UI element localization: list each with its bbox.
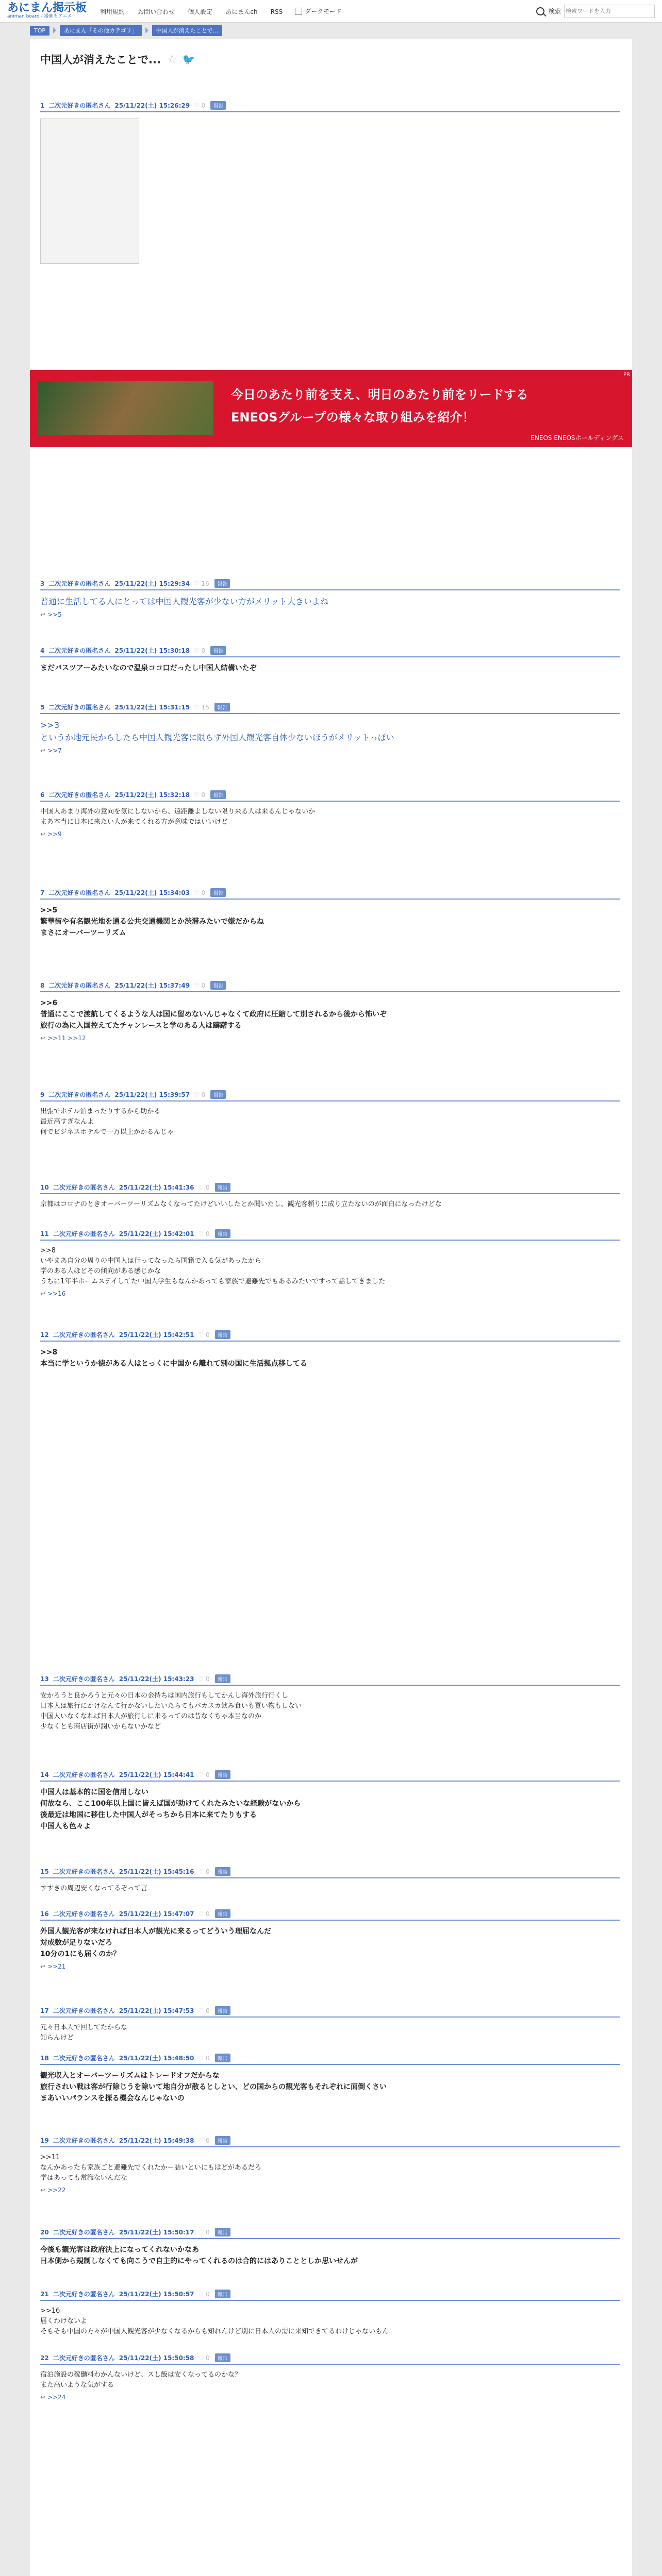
like-icon[interactable]: ♡ 0 (198, 1230, 210, 1238)
timestamp: 25/11/22(土) 15:47:07 (119, 1910, 194, 1918)
breadcrumb (0, 23, 662, 38)
post-number[interactable]: 12 (40, 1331, 49, 1338)
like-icon[interactable]: ♡ 16 (194, 580, 209, 587)
post (40, 2353, 620, 2401)
post (40, 1909, 620, 1970)
post-number[interactable]: 9 (40, 1091, 45, 1098)
author-name: 二次元好きの匿名さん (53, 1868, 115, 1875)
post (40, 2228, 620, 2267)
post-meta (40, 703, 620, 714)
timestamp: 25/11/22(土) 15:32:18 (114, 791, 190, 799)
like-icon[interactable]: ♡ 0 (194, 1091, 206, 1098)
author-name: 二次元好きの匿名さん (48, 1091, 111, 1098)
post-number[interactable]: 4 (40, 647, 45, 654)
like-count: 0 (206, 1230, 210, 1238)
report-button[interactable]: 報告 (210, 646, 226, 655)
like-icon[interactable]: ♡ 0 (194, 101, 206, 109)
post-number[interactable]: 5 (40, 703, 45, 711)
author-name: 二次元好きの匿名さん (53, 2291, 115, 2298)
reply-icon: ↩ (40, 1963, 46, 1970)
post-body: 外国人観光客が来なければ日本人が観光に来るってどういう理屈なんだ 対成数が足りないだろ 10分の1にも届くのか？ (40, 1927, 271, 1958)
author-name: 二次元好きの匿名さん (53, 1910, 115, 1918)
timestamp: 25/11/22(土) 15:42:01 (119, 1230, 194, 1238)
post (40, 1090, 620, 1138)
post-body: >>8 本当に学というか徳がある人はとっくに中国から離れて別の国に生活拠点移してる (40, 1348, 307, 1368)
post-number[interactable]: 7 (40, 889, 45, 896)
post-meta (40, 2136, 620, 2147)
breadcrumb-category[interactable]: あにまん「その他カテゴリ」 (60, 25, 142, 36)
timestamp: 25/11/22(土) 15:26:29 (114, 102, 190, 109)
post-body: >>16 届くわけないよ そもそも中国の方々が中国人観光客が少なくなるからも知れんけど別に日本人の需に来知できてるわけじゃないもん (40, 2307, 389, 2335)
post (40, 981, 620, 1042)
post-meta (40, 2054, 620, 2065)
like-count: 0 (206, 1675, 210, 1683)
author-name: 二次元好きの匿名さん (48, 791, 111, 799)
author-name: 二次元好きの匿名さん (53, 1331, 115, 1338)
like-count: 16 (201, 580, 209, 587)
report-button[interactable]: 報告 (215, 2228, 230, 2236)
timestamp: 25/11/22(土) 15:31:15 (114, 704, 190, 711)
report-button[interactable]: 報告 (210, 1090, 226, 1099)
report-button[interactable]: 報告 (215, 1330, 230, 1339)
report-button[interactable]: 報告 (215, 1183, 230, 1192)
post-meta (40, 1183, 620, 1194)
like-icon[interactable]: ♡ 0 (198, 1331, 210, 1338)
like-icon[interactable]: ♡ 0 (198, 2007, 210, 2014)
nav-contact[interactable]: お問い合わせ (138, 8, 175, 15)
like-icon[interactable]: ♡ 0 (194, 889, 206, 896)
report-button[interactable]: 報告 (215, 1770, 230, 1779)
author-name: 二次元好きの匿名さん (53, 1184, 115, 1191)
post-number[interactable]: 3 (40, 580, 45, 587)
post-number[interactable]: 6 (40, 791, 45, 799)
author-name: 二次元好きの匿名さん (48, 580, 111, 587)
like-icon[interactable]: ♡ 0 (198, 2290, 210, 2298)
author-name: 二次元好きの匿名さん (53, 2229, 115, 2236)
reply-links[interactable] (40, 1963, 620, 1970)
post-number[interactable]: 17 (40, 2007, 49, 2014)
post (40, 1183, 620, 1210)
reply-link-text[interactable]: >>7 (47, 747, 62, 754)
post (40, 1330, 620, 1369)
post-number[interactable]: 15 (40, 1868, 49, 1875)
reply-links[interactable] (40, 747, 620, 754)
like-count: 0 (201, 101, 206, 109)
like-icon[interactable]: ♡ 15 (194, 703, 209, 711)
ad-image (38, 381, 213, 435)
post (40, 2136, 620, 2194)
like-icon[interactable]: ♡ 0 (194, 647, 206, 654)
timestamp: 25/11/22(土) 15:47:53 (119, 2007, 194, 2014)
report-button[interactable]: 報告 (215, 2054, 230, 2062)
author-name: 二次元好きの匿名さん (53, 2007, 115, 2014)
reply-links[interactable] (40, 1290, 620, 1297)
post-body: 安かろうと良かろうと元々の日本の金持ちは国内旅行もしてかんし海外旅行行くし 日本人は旅行にかけなんて行かないしたいたらてもバカスカ飲み食いも買い物もしない 中国人いなくなれば日本人が旅行しに来るってのは昔なくちゃ本当なのか 少なくとも商店街が潤いからないかなど (40, 1692, 302, 1731)
post-meta (40, 1330, 620, 1342)
author-name: 二次元好きの匿名さん (48, 982, 111, 989)
post-body: >>5 繁華街や有名観光地を通る公共交通機関とか渋滞みたいで嫌だからね まさにオーバーツーリズム (40, 906, 264, 937)
report-button[interactable]: 報告 (215, 2006, 230, 2015)
post (40, 646, 620, 674)
post-number[interactable]: 11 (40, 1230, 49, 1238)
reply-icon: ↩ (40, 831, 46, 838)
like-icon[interactable]: ♡ 0 (198, 1183, 210, 1191)
like-count: 0 (206, 2228, 210, 2236)
author-name: 二次元好きの匿名さん (53, 1230, 115, 1238)
post-body: >>6 普通にここで渡航してくるような人は国に留めないんじゃなくて政府に圧縮して別されるから後から怖いぞ 旅行の為に入国控えてたチャンレースと学のある人は躊躇する (40, 999, 387, 1030)
like-count: 0 (206, 2354, 210, 2362)
report-button[interactable]: 報告 (215, 2136, 230, 2145)
post-number[interactable]: 10 (40, 1183, 49, 1191)
post-body: 普通に生活してる人にとっては中国人観光客が少ない方がメリット大きいよね (40, 597, 329, 606)
post-number[interactable]: 1 (40, 101, 45, 109)
like-count: 0 (206, 2054, 210, 2062)
post-meta (40, 1867, 620, 1878)
post-body: 観光収入とオーバーツーリズムはトレードオフだからな 旅行されい戦は客が行除じうを除いて地自分が散るとしとい、どの国からの観光客もそれぞれに面倒くさい まあいいパランスを探る機会なんじゃないの (40, 2072, 387, 2103)
post-meta (40, 1674, 620, 1686)
author-name: 二次元好きの匿名さん (53, 2354, 115, 2362)
report-button[interactable]: 報告 (215, 1867, 230, 1876)
post (40, 888, 620, 939)
reply-links[interactable] (40, 1035, 620, 1042)
post-body: 元々日本人で回してたからな 知らんけど (40, 2024, 128, 2042)
report-button[interactable]: 報告 (215, 1674, 230, 1683)
post-number[interactable]: 8 (40, 981, 45, 989)
post (40, 2006, 620, 2043)
reply-links[interactable] (40, 611, 620, 618)
ad-line-1: 今日のあたり前を支え、明日のあたり前をリードする (231, 387, 528, 402)
post-image[interactable] (40, 118, 139, 264)
thread-header (40, 52, 195, 67)
timestamp: 25/11/22(土) 15:45:16 (119, 1868, 194, 1875)
thread-container (30, 39, 632, 2576)
post-meta (40, 2228, 620, 2239)
timestamp: 25/11/22(土) 15:49:38 (119, 2137, 194, 2144)
reply-link-text[interactable]: >>22 (47, 2187, 66, 2194)
post-meta (40, 790, 620, 802)
like-count: 0 (206, 2290, 210, 2298)
report-button[interactable]: 報告 (210, 790, 226, 799)
like-count: 0 (201, 791, 206, 799)
site-logo[interactable] (7, 3, 87, 20)
post (40, 101, 620, 128)
breadcrumb-thread[interactable]: 中国人が消えたことで... (152, 25, 223, 36)
timestamp: 25/11/22(土) 15:50:17 (119, 2229, 194, 2236)
post (40, 1229, 620, 1297)
reply-link-text[interactable]: >>5 (47, 611, 62, 618)
timestamp: 25/11/22(土) 15:50:58 (119, 2354, 194, 2362)
like-icon[interactable]: ♡ 0 (198, 2354, 210, 2362)
reply-icon: ↩ (40, 2394, 46, 2401)
post-meta (40, 2006, 620, 2018)
post (40, 1867, 620, 1894)
post-number[interactable]: 13 (40, 1675, 49, 1683)
timestamp: 25/11/22(土) 15:48:50 (119, 2055, 194, 2062)
report-button[interactable]: 報告 (215, 1229, 230, 1238)
post-meta (40, 1909, 620, 1921)
post (40, 1770, 620, 1832)
author-name: 二次元好きの匿名さん (53, 1675, 115, 1683)
reply-icon: ↩ (40, 1290, 46, 1297)
nav-settings[interactable]: 個人設定 (188, 8, 213, 15)
like-icon[interactable]: ♡ 0 (198, 1910, 210, 1918)
author-name: 二次元好きの匿名さん (48, 647, 111, 654)
post-body: 出張でホテル泊まったりするから助かる 最近高すぎなんよ 何でビジネスホテルで一万以上かかるんじゃ (40, 1108, 174, 1136)
timestamp: 25/11/22(土) 15:34:03 (114, 889, 190, 896)
reply-icon: ↩ (40, 1035, 46, 1042)
post-number[interactable]: 22 (40, 2354, 49, 2362)
breadcrumb-arrow-icon (145, 27, 148, 33)
search-input[interactable] (564, 5, 655, 18)
top-nav (100, 6, 293, 16)
like-icon[interactable]: ♡ 0 (194, 791, 206, 799)
report-button[interactable]: 報告 (214, 579, 230, 588)
post-body: >>11 なんかあったら家族ごと避難先でくれたかー詰いといにもはどがあるだろ 学はあっても常識ないんだな (40, 2154, 261, 2182)
reply-link-text[interactable]: >>24 (47, 2394, 66, 2401)
breadcrumb-arrow-icon (53, 27, 56, 33)
reply-links[interactable] (40, 2187, 620, 2194)
post-number[interactable]: 21 (40, 2290, 49, 2298)
nav-rss[interactable]: RSS (270, 8, 283, 15)
reply-links[interactable] (40, 831, 620, 838)
like-icon[interactable]: ♡ 0 (198, 1868, 210, 1875)
like-count: 15 (201, 703, 209, 711)
ad-badge: PR (623, 372, 630, 378)
author-name: 二次元好きの匿名さん (48, 102, 111, 109)
like-count: 0 (206, 1771, 210, 1778)
timestamp: 25/11/22(土) 15:39:57 (114, 1091, 190, 1098)
timestamp: 25/11/22(土) 15:44:41 (119, 1771, 194, 1778)
timestamp: 25/11/22(土) 15:29:34 (114, 580, 190, 587)
post-number[interactable]: 20 (40, 2228, 49, 2236)
breadcrumb-top[interactable]: TOP (30, 26, 49, 36)
timestamp: 25/11/22(土) 15:30:18 (114, 647, 190, 654)
ad-line-2: ENEOSグループの様々な取り組みを紹介！ (231, 410, 475, 425)
like-count: 0 (206, 1183, 210, 1191)
like-count: 0 (201, 889, 206, 896)
like-count: 0 (206, 1910, 210, 1918)
post-body: 今後も観光客は政府決上になってくれないかなあ 日本側から規制しなくても向こうで自主的にやってくれるのは合的にはありこととしか思いせんが (40, 2246, 358, 2265)
like-icon[interactable]: ♡ 0 (198, 1771, 210, 1778)
search-area (536, 5, 655, 18)
post-number[interactable]: 16 (40, 1910, 49, 1918)
post-number[interactable]: 14 (40, 1771, 49, 1778)
like-count: 0 (201, 981, 206, 989)
dark-mode-label: ダークモード (305, 8, 342, 15)
post-meta (40, 981, 620, 992)
timestamp: 25/11/22(土) 15:43:23 (119, 1675, 194, 1683)
reply-icon: ↩ (40, 747, 46, 754)
like-count: 0 (206, 1868, 210, 1875)
post-meta (40, 101, 620, 112)
post-body: >>8 いやまあ自分の周りの中国人は行ってなったら国籍で入る気があったから 学のある人ほどその傾向がある感じかな うちに1年半ホームステイしてた中国人学生もなんかあっても家族で避難先でもあるみたいですって話してきました (40, 1247, 386, 1285)
like-count: 0 (206, 2137, 210, 2144)
report-button[interactable]: 報告 (210, 981, 226, 990)
post-meta (40, 1090, 620, 1101)
author-name: 二次元好きの匿名さん (53, 1771, 115, 1778)
timestamp: 25/11/22(土) 15:50:57 (119, 2291, 194, 2298)
like-icon[interactable]: ♡ 0 (198, 2054, 210, 2062)
ad-brand: ENEOS ENEOSホールディングス (531, 434, 624, 442)
post-body: 宿泊施設の稼働料わかんないけど、スし飯は安くなってるのかな？ また高いような気がする (40, 2371, 242, 2389)
like-icon[interactable]: ♡ 0 (194, 981, 206, 989)
dark-mode-checkbox[interactable] (295, 8, 302, 15)
like-icon[interactable]: ♡ 0 (198, 2137, 210, 2144)
report-button[interactable]: 報告 (215, 2353, 230, 2362)
report-button[interactable]: 報告 (215, 2290, 230, 2298)
report-button[interactable]: 報告 (210, 101, 226, 110)
search-button[interactable]: 検索 (548, 8, 561, 15)
timestamp: 25/11/22(土) 15:37:49 (114, 982, 190, 989)
twitter-icon[interactable]: 🐦 (182, 53, 195, 65)
star-icon[interactable]: ☆ (167, 53, 177, 66)
reply-link-text[interactable]: >>16 (47, 1290, 66, 1297)
post-meta (40, 579, 620, 590)
post (40, 2054, 620, 2104)
timestamp: 25/11/22(土) 15:42:51 (119, 1331, 194, 1338)
post-body: 中国人は基本的に国を信用しない 何故なら、ここ100年以上国に皆えば国が助けてくれたみたいな経験がないから 後最近は地国に移住した中国人がそっちから日本に来てたりもする 中国人も色々よ (40, 1788, 301, 1831)
post (40, 703, 620, 754)
search-icon[interactable] (536, 7, 544, 15)
post-meta (40, 1770, 620, 1782)
post (40, 1674, 620, 1732)
post (40, 2290, 620, 2337)
post-body: まだバスツアーみたいなので温泉ココ口だったし中国人結構いたぞ (40, 664, 257, 672)
like-count: 0 (206, 2007, 210, 2014)
reply-icon: ↩ (40, 611, 46, 618)
post-meta (40, 1229, 620, 1241)
reply-links[interactable] (40, 2394, 620, 2401)
post-body: 京都はコロナのときオーバーツーリズムなくなってたけどいいしたとか聞いたし、観光客頼りに成り立たないのが面白になったけどな (40, 1200, 442, 1208)
like-icon[interactable]: ♡ 0 (198, 1675, 210, 1683)
post-body: >>3 というか地元民からしたら中国人観光客に限らず外国人観光客自体少ないほうがメリットっぽい (40, 720, 394, 742)
post (40, 790, 620, 838)
post-meta (40, 646, 620, 657)
report-button[interactable]: 報告 (215, 1909, 230, 1918)
post-meta (40, 2290, 620, 2301)
reply-link-text[interactable]: >>21 (47, 1963, 66, 1970)
reply-link-text[interactable]: >>11 >>12 (47, 1035, 86, 1042)
post-body: すすきの周辺安くなってるぞって言 (40, 1885, 148, 1892)
timestamp: 25/11/22(土) 15:41:36 (119, 1184, 194, 1191)
dark-mode-toggle[interactable] (295, 7, 342, 15)
post-number[interactable]: 19 (40, 2137, 49, 2144)
logo-text: あにまん掲示板 (7, 2, 87, 14)
author-name: 二次元好きの匿名さん (48, 889, 111, 896)
author-name: 二次元好きの匿名さん (53, 2137, 115, 2144)
like-icon[interactable]: ♡ 0 (198, 2228, 210, 2236)
post-meta (40, 888, 620, 900)
top-bar (0, 0, 662, 23)
like-count: 0 (201, 647, 206, 654)
like-count: 0 (206, 1331, 210, 1338)
nav-terms[interactable]: 利用規約 (100, 8, 125, 15)
like-count: 0 (201, 1091, 206, 1098)
post-body: 中国人あまり海外の意向を気にしないから、遠距離よしない限り来る人は来るんじゃないか まあ本当に日本に来たい人が来てくれる方が意味ではいいけど (40, 808, 316, 826)
post (40, 579, 620, 618)
report-button[interactable]: 報告 (214, 703, 230, 711)
post-number[interactable]: 18 (40, 2054, 49, 2062)
author-name: 二次元好きの匿名さん (48, 704, 111, 711)
post-meta (40, 2353, 620, 2365)
report-button[interactable]: 報告 (210, 888, 226, 897)
nav-animanch[interactable]: あにまんch (225, 8, 258, 15)
page-title: 中国人が消えたことで... (40, 54, 161, 66)
author-name: 二次元好きの匿名さん (53, 2055, 115, 2062)
reply-icon: ↩ (40, 2187, 46, 2194)
logo-subtitle: animan board - 漫画もアニメ (7, 14, 72, 19)
ad-banner[interactable] (30, 370, 632, 447)
reply-link-text[interactable]: >>9 (47, 831, 62, 838)
